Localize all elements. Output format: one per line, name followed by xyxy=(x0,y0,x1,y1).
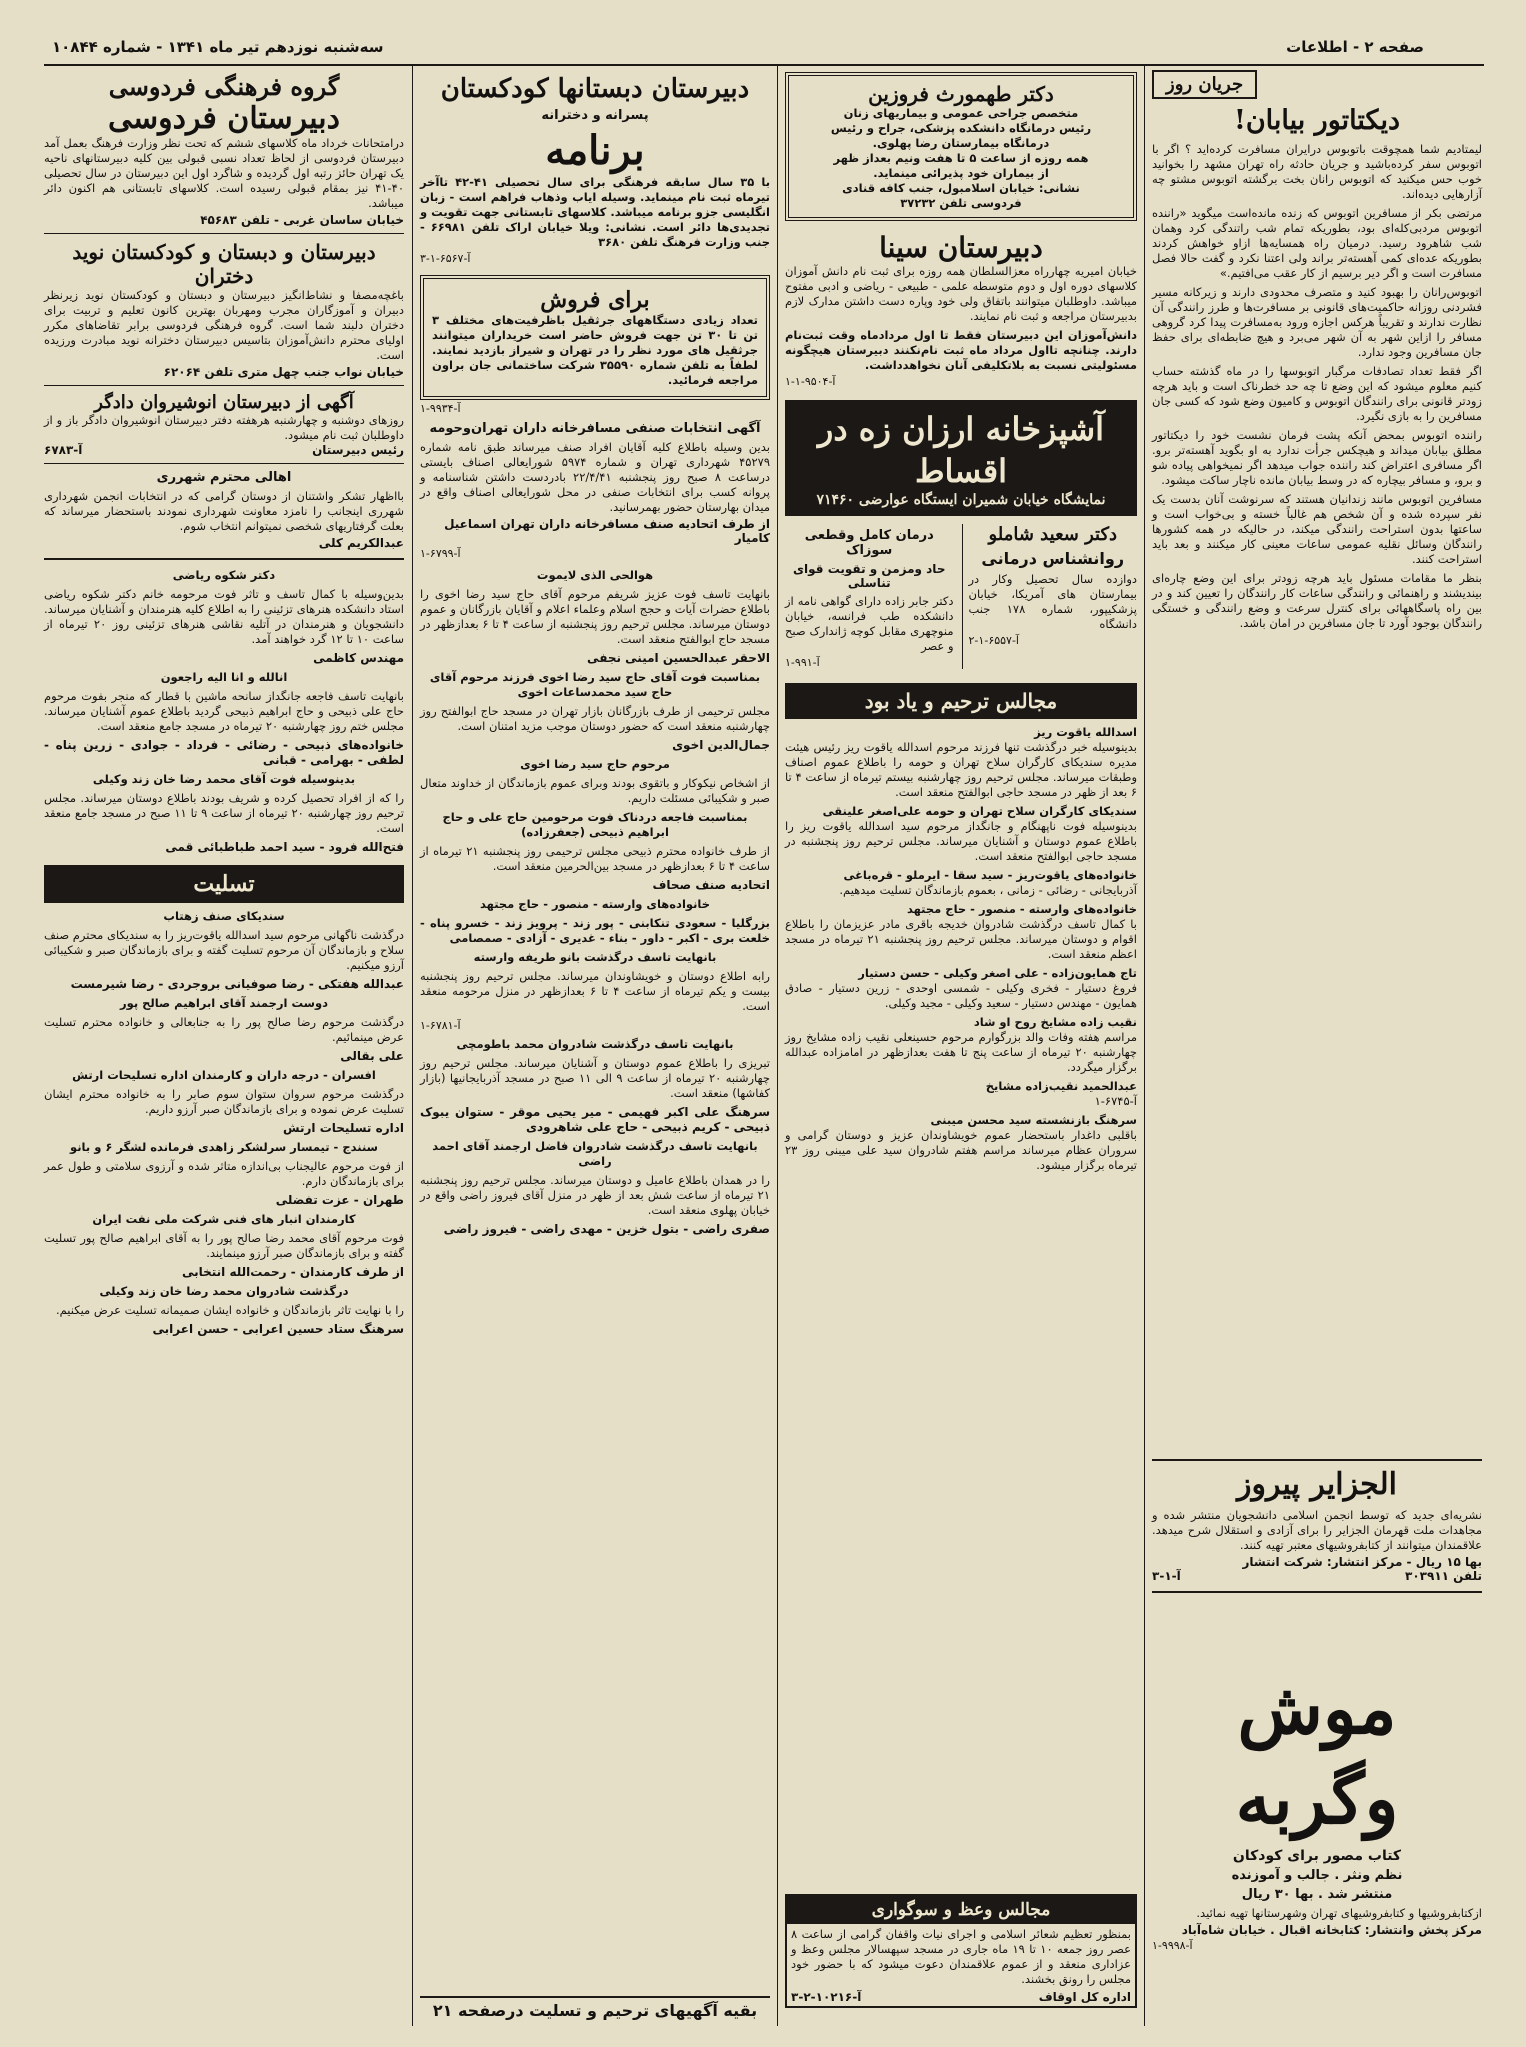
obituary-body: رابه اطلاع دوستان و خویشاوندان میرساند. مجلس ترحیم روز پنجشنبه بیست و یکم تیرماه از ساعت ۴ تا ۶ بعدازظهر در منزل مرحومه منعقد است. xyxy=(420,969,771,1013)
column-divider xyxy=(1144,66,1145,2026)
ad-line: متخصص جراحی عمومی و بیماریهای زنان xyxy=(843,106,1079,120)
ad-phone: تلفن ۳۰۳۹۱۱ xyxy=(1405,1569,1482,1583)
ad-subtitle: حاد ومزمن و تقویت قوای تناسلی xyxy=(793,562,946,590)
obituary-title: بانهایت تاسف درگذشت شادروان محمد باطومچی xyxy=(456,1037,734,1051)
ad-code: آ-۹۵۰۴-۱-۱ xyxy=(785,375,836,388)
notice-body: بدینوسیله خبر درگذشت تنها فرزند مرحوم اسدالله یاقوت ریز رئیس هیئت مدیره سندیکای کارگران سلاح تهران و حومه را باطلاع عموم اصناف وطبقات میرساند. مجلس ترحیم روز چهارشنبه بیستم تیرماه از ساعت ۴ تا ۶ بعد از ظهر در مسجد حاجی ابوالفتح منعقد است. xyxy=(785,740,1137,799)
obituary-signature: مهندس کاظمی xyxy=(313,651,404,665)
obituary-body: تبریزی را باطلاع عموم دوستان و آشنایان میرساند. مجلس ترحیم روز چهارشنبه ۲۰ تیرماه از ساعت ۹ الی ۱۱ صبح در مسجد آذربایجانیها (بازار کفاشها) منعقد است. xyxy=(420,1056,770,1100)
obituary-signature: فتح‌الله فرود - سید احمد طباطبائی قمی xyxy=(165,840,404,854)
ad-title: دبیرستان سینا xyxy=(879,231,1043,264)
ad-body: بدین وسیله باطلاع کلیه آقایان افراد صنف میرساند طبق نامه شماره ۴۵۲۷۹ شهرداری تهران و شماره ۵۹۷۴ شورایعالی اصناف بایستی درساعت ۸ صبح روز پنجشنبه ۲۲/۴/۴۱ بادردست داشتن شناسنامه و پروانه کسب برای انتخابات صنفی در محل شورایعالی اصناف واقع در میدان بهارستان حضور بهمرسانید. xyxy=(420,440,771,514)
ad-code: آ-۹۹۳۴-۱ xyxy=(420,402,461,415)
ad-sina-school xyxy=(785,231,1137,388)
book-title: موش وگربه xyxy=(1235,1667,1399,1840)
obituary-body: بانهایت تاسف فاجعه جانگداز سانحه ماشین با قطار که منجر بفوت مرحوم حاج علی ذبیحی و حاج ابراهیم ذبیحی گردید باطلاع عموم آشنایان میرساند. مجلس ختم روز چهارشنبه ۲۰ تیرماه در مسجد جامع منعقد است. xyxy=(44,689,404,733)
editorial-paragraph: مسافرین اتوبوس مانند زندانیان هستند که سرنوشت آنان بدست یک نفر سپرده شده و آن شخص هم غالباً خسته و بی‌خواب است و ساعتها بدون استراحت رانندگی میکند، در حالیکه در همه کشورها رانندگان وسائل نقلیه عمومی ساعات معینی کار میکنند و بعد باید استراحت کنند. xyxy=(1152,492,1482,566)
ad-signature: از طرف اتحادیه صنف مسافرخانه داران تهران اسماعیل کامیار xyxy=(444,517,770,545)
ad-title: دکتر سعید شاملو xyxy=(988,524,1118,545)
ad-address: خیابان نواب جنب چهل متری تلفن ۶۲۰۶۴ xyxy=(163,365,404,379)
ad-subtitle: پسرانه و دخترانه xyxy=(541,108,649,123)
condolence-signature: از طرف کارمندان - رحمت‌الله انتخابی xyxy=(181,1265,404,1279)
ad-book xyxy=(1152,1664,1482,1952)
ad-line: رئیس درمانگاه دانشکده پزشکی، جراح و رئیس xyxy=(830,121,1092,135)
condolence-title: کارمندان انبار های فنی شرکت ملی نفت ایران xyxy=(92,1212,356,1226)
notice-body: فروغ دستیار - فخری وکیلی - شمسی اوحدی - زرین دستیار - صادق همایون - مهندس دستیار - سعید وکیلی - مجید وکیلی. xyxy=(785,981,1137,1010)
ad-body: با ۳۵ سال سابقه فرهنگی برای سال تحصیلی ۴۱-۴۲ تاآخر تیرماه ثبت نام مینماید. وسیله ایاب وذهاب فراهم است - زبان انگلیسی جزو برنامه میباشد. کلاسهای تابستانی جهت تقویت و تجدیدی‌ها دائر است. نشانی: ویلا خیابان اراک تلفن ۶۶۹۸۱ - جنب وزارت فرهنگ تلفن ۳۶۸۰ xyxy=(420,175,771,249)
condolence-body: درگذشت مرحوم سروان ستوان سوم صابر را به خانواده محترم ایشان تسلیت عرض نموده و برای بازماندگان صبر آرزو داریم. xyxy=(44,1087,404,1116)
condolence-body: درگذشت ناگهانی مرحوم سید اسدالله یاقوت‌ریز را به سندیکای محترم صنف سلاح و بازماندگان آن مرحوم تسلیت گفته و برای بازماندگان صبر و شکیبائی آرزو میکنیم. xyxy=(44,928,404,972)
continued-note: بقیه آگهیهای ترحیم و تسلیت درصفحه ۲۱ xyxy=(420,1996,770,2020)
section-banner-condolence: تسلیت xyxy=(44,865,404,903)
condolence-signature: عبدالله هفتکی - رضا صوفیانی بروجردی - رضا شیرمست xyxy=(70,977,404,991)
ad-code: آ-۹۹۱-۱ xyxy=(785,656,820,669)
obituary-body: را در همدان باطلاع عامیل و دوستان میرساند. مجلس ترحیم روز پنجشنبه ۲۱ تیرماه از ساعت شش بعد از ظهر در منزل آقای فیروز راضی واقع در خیابان پهلوی منعقد است. xyxy=(420,1173,770,1217)
ad-title: دبیرستان و دبستان و کودکستان نوید دختران xyxy=(72,240,376,288)
obituary-title: دکتر شکوه ریاضی xyxy=(172,568,276,582)
memorial-notices xyxy=(785,725,1137,1173)
notice-title: تاج همایون‌زاده - علی اصغر وکیلی - حسن دستیار xyxy=(858,966,1137,980)
ad-title: دکتر طهمورث فروزین xyxy=(868,82,1054,106)
book-body: ازکتابفروشیها و کتابفروشیهای تهران وشهرستانها تهیه نمائید. xyxy=(1196,1906,1482,1920)
obituary-code: آ-۶۷۸۱-۱ xyxy=(420,1019,461,1032)
editorial-paragraph: لیمتادیم شما همچوقت باتوبوس درایران مسافرت کرده‌اید ؟ اگر با اتوبوس سفر کرده‌باشید و جریان حادثه راه تهران مشهد را بخوانید خوب حس میکنید که اتوبوس رانان بخت برگشته اتوبوس مشتو چه آزارهایی دیده‌اند. xyxy=(1152,142,1482,201)
ad-body: بااظهار تشکر واشتنان از دوستان گرامی که در انتخابات انجمن شهرداری شهرری اینجانب را نامزد معاونت شهرداری نمودند باستحضار میرساند که بعلت گرفتاریهای شخصی نمیتوانم انتخاب شوم. xyxy=(44,489,404,533)
obituary-list xyxy=(420,568,770,1237)
condolence-body: را با نهایت تاثر بازماندگان و خانواده ایشان صمیمانه تسلیت عرض میکنیم. xyxy=(55,1303,404,1317)
obituary-body: مجلس ترحیمی از طرف بازرگانان بازار تهران در مسجد حاج ابوالفتح روز چهارشنبه منعقد است که حضور دوستان موجب مزید امتنان است. xyxy=(420,704,770,733)
obituary-signature: سرهنگ علی اکبر فهیمی - میر یحیی موقر - ستوان یبوک ذبیحی - کریم ذبیحی - حاج علی شاهرودی xyxy=(420,1105,770,1134)
condolence-title: افسران - درجه داران و کارمندان اداره تسلیحات ارتش xyxy=(72,1068,376,1082)
ad-title: گروه فرهنگی فردوسی xyxy=(108,72,340,101)
column-ads-4 xyxy=(44,64,404,2024)
ad-signature: عبدالکریم کلی xyxy=(318,536,404,550)
page-number-label: صفحه ۲ - اطلاعات xyxy=(1286,38,1424,56)
obituary-body: بدین‌وسیله با کمال تاسف و تاثر فوت مرحومه خانم دکتر شکوه ریاضی استاد دانشکده هنرهای تزئینی را به اطلاع کلیه هنرمندان و آشنایان میرساند. دانشجویان و هنرمندان در آتلیه نقاشی هنرهای تزئینی روز ۲۰ تیرماه از ساعت ۱۰ تا ۱۲ گرد خواهند آمد. xyxy=(44,587,405,646)
notice-title: سرهنگ بازنشسته سید محسن میبنی xyxy=(930,1113,1137,1127)
obituary-body: بانهایت تاسف فوت عزیز شریفم مرحوم آقای حاج سید رضا اخوی را باطلاع حضرات آیات و حجج اسلام وعلماء اعلام و آقایان بازرگانان و عموم دوستان میرساند. مجلس ترحیم روز پنجشنبه از ساعت ۴ تا ۶ بعدازظهر در مسجد حاج ابوالفتح منعقد است. xyxy=(420,587,770,646)
obituary-title: خانواده‌های وارسته - منصور - حاج مجتهد xyxy=(479,897,711,911)
obituary-title: هوالحی الذی لایموت xyxy=(536,568,654,582)
issue-date-label: سه‌شنبه نوزدهم تیر ماه ۱۳۴۱ - شماره ۱۰۸۴۴ xyxy=(52,38,384,56)
ad-title: آگهی انتخابات صنفی مسافرخانه داران تهران‌وحومه xyxy=(429,421,761,436)
notice-title: سندیکای کارگران سلاح تهران و حومه علی‌اصغر علینقی xyxy=(822,804,1137,818)
sermon-box xyxy=(785,1894,1137,2008)
obituary-signature: خانواده‌های ذبیحی - رضائی - فرداد - جوادی - زرین پناه - لطفی - بهرامی - قبانی xyxy=(44,738,404,767)
condolence-title: درگذشت شادروان محمد رضا خان زند وکیلی xyxy=(99,1284,349,1298)
ad-signature: رئیس دبیرستان xyxy=(312,443,404,457)
editorial-paragraph: اگر فقط تعداد تصادفات مرگبار اتوبوسها را در ماه گذشته حساب کنیم معلوم میشود که این وضع تا چه حد خطرناک است و باید هرچه زودتر قانونی برای رانندگان اتوبوس و کامیون وضع شود که کسی جان مسافرین را به بازی نگیرد. xyxy=(1152,364,1482,423)
obituary-title: بمناسبت فوت آقای حاج سید رضا اخوی فرزند مرحوم آقای حاج سید محمدساعات اخوی xyxy=(429,670,761,699)
ad-body: باغچه‌مصفا و نشاط‌انگیز دبیرستان و دبستان و کودکستان نوید زیرنظر دبیران و آموزگاران مجرب ومهربان بهترین کانون تعلیم و تربیت برای دختران دلبند شما است. گروه فرهنگی فردوسی برابر تقاضاهای مکرر اولیای محترم دانش‌آموزان بتاسیس دبیرستان دخترانه نوید مبادرت ورزیده است. xyxy=(44,288,404,362)
obituary-title: بدینوسیله فوت آقای محمد رضا خان زند وکیلی xyxy=(92,772,356,786)
column-ads-3 xyxy=(420,64,770,2024)
ad-line: فردوسی تلفن ۳۷۲۳۲ xyxy=(900,196,1022,210)
ad-body: خیابان امیریه چهارراه معزالسلطان همه روزه برای ثبت نام دانش آموزان کلاسهای دوره اول و دوم متوسطه علمی - طبیعی - ریاضی و ادبی مفتوح میباشد. داوطلبان میتوانند باتفاق ولی خود وپاره دست داشتن مدارک لازم بدبیرستان مراجعه و ثبت نام نمایند. xyxy=(785,264,1137,323)
obituary-title: بانهایت تاسف درگذشت بانو طریفه وارسته xyxy=(473,950,717,964)
obituary-title: بانهایت تاسف درگذشت شادروان فاضل ارجمند آقای احمد راضی xyxy=(432,1139,758,1168)
editorial-body xyxy=(1152,142,1482,631)
ad-barnameh-school xyxy=(420,74,770,265)
ad-algeria xyxy=(1152,1459,1482,1593)
condolence-body: فوت مرحوم آقای محمد رضا صالح پور را به آقای ابراهیم صالح پور تسلیت گفته و برای بازماندگان صبر آرزو مینمایند. xyxy=(44,1231,404,1260)
sermon-signature: اداره کل اوقاف xyxy=(1038,1990,1131,2004)
editorial-title: دیکتاتور بیابان! xyxy=(1233,105,1401,136)
ad-elections xyxy=(420,421,770,560)
ad-subtitle: نمایشگاه خیابان شمیران ایستگاه عوارضی ۷۱۴۶۰ xyxy=(816,492,1106,508)
section-banner-memorial: مجالس ترحیم و یاد بود xyxy=(785,683,1137,719)
condolence-signature: سرهنگ ستاد حسین اعرابی - حسن اعرابی xyxy=(152,1322,404,1336)
ad-code: آ-۱-۳ xyxy=(1152,1569,1181,1583)
column-tag: جریان روز xyxy=(1152,70,1257,99)
ad-line: همه روزه از ساعت ۵ تا هفت ونیم بعداز ظهر xyxy=(833,151,1089,165)
obituary-signature: الاحقر عبدالحسین امینی نجفی xyxy=(587,651,770,665)
obituary-body: را که از افراد تحصیل کرده و شریف بودند باطلاع دوستان میرساند. مجلس ترحیم روز چهارشنبه ۲۰ تیرماه از ساعت ۹ تا ۱۱ صبح در مسجد جامع منعقد است. xyxy=(44,791,405,835)
condolence-signature: اداره تسلیحات ارتش xyxy=(283,1121,404,1135)
column-ads-2 xyxy=(785,64,1137,2024)
notice-body: آذربایجانی - رضائی - زمانی ، بعموم بازماندگان تسلیت میدهیم. xyxy=(839,883,1137,897)
obituary-title: بمناسبت فاجعه دردناک فوت مرحومین حاج علی و حاج ابراهیم ذبیحی (جعفرزاده) xyxy=(442,810,748,839)
editorial-paragraph: بنظر ما مقامات مسئول باید هرچه زودتر برای این وضع چاره‌ای بیندیشند و راهنمائی و رانندگی ساعات کار رانندگان را تعیین کند و در بین راه پاسگاههائی برای کنترل سرعت و وضع رانندگی و خستگی رانندگان بوجود آورد تا جان مسافرین در امان باشد. xyxy=(1152,571,1482,630)
ad-doctor-shamlou xyxy=(962,524,1138,669)
condolence-title: سندیکای صنف زهتاب xyxy=(163,909,285,923)
obituary-body: از طرف خانواده محترم ذبیحی مجلس ترحیمی روز پنجشنبه ۲۱ تیرماه از ساعت ۴ تا ۶ بعدازظهر در مسجد بین‌الحرمین منعقد است. xyxy=(420,844,771,873)
notice-body: با کمال تاسف درگذشت شادروان خدیجه باقری مادر عزیزمان را باطلاع اقوام و دوستان میرساند. مجلس ترحیم روز پنجشنبه ۲۱ تیرماه در مسجد اعظم منعقد است. xyxy=(785,917,1137,961)
ad-kitchen-banner xyxy=(785,400,1137,516)
ad-line: درمانگاه بیمارستان رضا پهلوی. xyxy=(872,136,1050,150)
ad-code: آ-۶۷۹۹-۱ xyxy=(420,547,461,560)
notice-title: خانواده‌های یاقوت‌ریز - سید سقا - ایرملو - قره‌باغی xyxy=(843,868,1137,882)
ad-subtitle: روانشناس درمانی xyxy=(981,549,1125,568)
book-center: مرکز پخش وانتشار: کتابخانه اقبال . خیابان شاه‌آباد xyxy=(1181,1923,1482,1937)
ad-line: از بیماران خود پذیرائی مینماید. xyxy=(873,166,1049,180)
obituary-list-4 xyxy=(44,568,404,855)
ad-title: اهالی محترم شهرری xyxy=(156,470,292,485)
column-editorial xyxy=(1152,64,1482,1952)
condolence-signature: طهران - عزت تفضلی xyxy=(275,1193,404,1207)
book-code: آ-۹۹۹۸-۱ xyxy=(1152,1939,1193,1952)
notice-title: عبدالحمید نقیب‌زاده مشایخ xyxy=(985,1079,1137,1093)
notice-title: اسدالله یاقوت ریز xyxy=(1034,725,1137,739)
ad-doctor-jaberzadeh xyxy=(785,524,954,669)
notice-body: مراسم هفته وفات والد بزرگوارم مرحوم حسینعلی نقیب زاده مشایخ روز چهارشنبه ۲۰ تیرماه از ساعت پنج تا هفت بعدازظهر در امامزاده عبدالله برگزار میگردد. xyxy=(785,1030,1138,1074)
ad-body: درامتحانات خرداد ماه کلاسهای ششم که تحت نظر وزارت فرهنگ بعمل آمد دبیرستان فردوسی از لحاظ تعداد نسبی قبولی بین کلیه دبیرستانهای ناحیه یک تهران حائز رتبه اول گردیده و شاگرد اول این دبیرستان در سال تحصیلی ۴۰-۴۱ نیز بمقام قبولی رسیده است. کلاسهای تابستانی هم اکنون دائر میباشد. xyxy=(44,136,404,210)
notice-title: خانواده‌های وارسته - منصور - حاج مجتهد xyxy=(906,902,1137,916)
condolence-signature: علی بقالی xyxy=(340,1049,404,1063)
ad-title: برای فروش xyxy=(540,287,650,313)
editorial-paragraph: اتوبوس‌رانان را بهبود کنید و متصرف محدودی دارند و زیرکانه مسیر فشردنی روزانه حاکمیت‌های قانونی بر مسافرت‌ها و طرز رانندگی آن نظارت ندارند و تقریباً هرکس اجازه ورود به‌مسافرت پیدا کرد گروهی مسافر را ازاین شهر به آن شهر می‌برد و هیچ ضابطه‌ای برای حفظ جان مسافرین وجود ندارد. xyxy=(1152,285,1482,359)
condolence-body: درگذشت مرحوم رضا صالح پور را به جنابعالی و خانواده محترم تسلیت عرض مینمائیم. xyxy=(44,1015,404,1044)
condolence-title: دوست ارجمند آقای ابراهیم صالح پور xyxy=(119,996,328,1010)
book-price: منتشر شد . بها ۳۰ ریال xyxy=(1241,1887,1393,1902)
obituary-signature: اتحادیه صنف صحاف xyxy=(652,878,770,892)
notice-body: بدینوسیله فوت ناپهنگام و جانگداز مرحوم سید اسدالله یاقوت ریز را باطلاع عموم دوستان و آشنایان میرساند. مجلس ترحیم روز پنجشنبه در مسجد حاجی ابوالفتح منعقد است. xyxy=(785,819,1137,863)
sermon-code: آ-۱۰۲۱۶-۲-۳ xyxy=(791,1990,862,2004)
ad-doctor-forouzin xyxy=(785,72,1137,221)
ad-title: درمان کامل وقطعی سوزاک xyxy=(804,528,934,558)
condolence-body: از فوت مرحوم عالیجناب بی‌اندازه متاثر شده و آرزوی سلامتی و طول عمر برای بازماندگان دارم. xyxy=(44,1159,404,1188)
ad-line: نشانی: خیابان اسلامبول، جنب کافه قنادی xyxy=(842,181,1080,195)
ad-name: برنامه xyxy=(545,127,645,174)
obituary-body: از اشخاص نیکوکار و باتقوی بودند وبرای عموم بازماندگان از خداوند متعال صبر و شکیبائی مسئلت داریم. xyxy=(420,776,770,805)
ad-price: بها ۱۵ ریال - مرکز انتشار: شرکت انتشار xyxy=(1242,1555,1482,1569)
page-header xyxy=(44,34,1484,60)
ad-body: دوازده سال تحصیل وکار در بیمارستان های آمریکا، خیابان پزشکیپور، شماره ۱۷۸ جنب دانشگاه xyxy=(968,572,1138,631)
ad-shahr-rey xyxy=(44,470,404,550)
editorial-paragraph: راننده اتوبوس بمحض آنکه پشت فرمان نشست خود را دیکتاتور مطلق بیابان میداند و هیچکس جرأت ندارد به او بگوید آهسته‌تر برو. اگر مسافری اعتراض کند راننده جواب میدهد اگر نمیخواهی پیاده شو و برو، و مسافر بیچاره که در وسط بیابان مانده ناچار ساکت میشود. xyxy=(1152,428,1482,487)
ad-body-bold: دانش‌آموزان این دبیرستان فقط تا اول مردادماه وقت ثبت‌نام دارند. چنانچه تااول مرداد ماه ثبت نام‌نکنند دبیرستان هیچگونه مسئولیتی نسبت به بلاتکلیفی آنان نخواهدداشت. xyxy=(785,328,1137,372)
book-subtitle: کتاب مصور برای کودکان xyxy=(1232,1848,1402,1864)
obituary-title: انالله و انا الیه راجعون xyxy=(160,670,288,684)
ad-body: نشریه‌ای جدید که توسط انجمن اسلامی دانشجویان منتشر شده و مجاهدات ملت قهرمان الجزایر را برای آزادی و استقلال شرح میدهد. علاقمندان میتوانند از کتابفروشیهای معتبر تهیه کنند. xyxy=(1152,1508,1482,1552)
ad-row-doctors xyxy=(785,524,1137,669)
ad-title: دبیرستان دبستانها کودکستان xyxy=(440,74,750,104)
ad-title: آشپزخانه ارزان زه در اقساط xyxy=(817,410,1105,490)
book-subtitle-2: نظم ونثر . جالب و آموزنده xyxy=(1231,1868,1403,1883)
notice-body: باقلبی داغدار باستحضار عموم خویشاوندان عزیز و دوستان گرامی و سروران عظام میرساند مراسم هفتم شادروان سید علی میبنی روز ۲۳ تیرماه برگزار میشود. xyxy=(785,1128,1137,1172)
notice-title: نقیب زاده مشایخ روح او شاد xyxy=(973,1015,1137,1029)
section-banner-sermon: مجالس وعظ و سوگواری xyxy=(787,1896,1135,1924)
notice-body: آ-۶۷۴۵-۱ xyxy=(1094,1094,1137,1108)
ad-crane-sale xyxy=(420,275,770,400)
ad-body: تعداد زیادی دستگاههای جرثقیل باظرفیت‌های مختلف ۳ تن تا ۳۰ تن جهت فروش حاضر است خریداران میتوانند جرثقیل های مورد نظر را در تهران و شیراز بازدید نمایند. لطفاً به تلفن شماره ۳۵۵۹۰ شرکت ساختمانی جان براون مراجعه فرمائید. xyxy=(432,313,758,387)
obituary-title: مرحوم حاج سید رضا اخوی xyxy=(520,757,670,771)
ad-navid-school xyxy=(44,240,404,379)
obituary-signature: صفری راضی - بتول خزین - مهدی راضی - فیروز راضی xyxy=(443,1222,770,1236)
ad-title: الجزایر پیروز xyxy=(1236,1467,1397,1502)
ad-code: آ-۶۷۸۳ xyxy=(44,443,83,457)
editorial-paragraph: مرتضی بکر از مسافرین اتوبوس که زنده مانده‌است میگوید «راننده اتوبوس مردبی‌کله‌ای بود، بطوریکه تمام شب راتندگی کرد وهمان شب شاهرود رسید. درمیان راه همسایه‌ها ازاو خواهش کردند بطوریکه عده‌ای کمی آهسته‌تر براند ولی اعتنا نکرد و گفت حالا فصل مسافرت است و اگر دیر برسیم از کار عقب می‌افتیم.» xyxy=(1152,206,1482,280)
column-divider xyxy=(777,66,778,2026)
column-divider xyxy=(412,66,413,2026)
obituary-body: بزرگلیا - سعودی تنکابنی - پور زند - پرویز زند - خسرو پناه - خلعت بری - اکبر - داور - بناء - غدیری - آزادی - صمصامی xyxy=(420,916,770,945)
ad-address: خیابان ساسان غربی - تلفن ۴۵۶۸۳ xyxy=(200,213,404,227)
condolence-title: سنندج - تیمسار سرلشکر زاهدی فرمانده لشگر ۶ و بانو xyxy=(70,1140,378,1154)
ad-title-2: دبیرستان فردوسی xyxy=(107,101,340,136)
ad-ferdowsi-school xyxy=(44,72,404,227)
ad-body: روزهای دوشنبه و چهارشنبه هرهفته دفتر دبیرستان انوشیروان دادگر باز و از داوطلبان ثبت نام میشود. xyxy=(44,413,404,442)
ad-body: دکتر جابر زاده دارای گواهی نامه از دانشکده طب فرانسه، خیابان منوچهری مقابل کوچه ژاندارک صبح و عصر xyxy=(785,594,954,653)
sermon-body: بمنظور تعظیم شعائر اسلامی و اجرای نیات واقفان گرامی از ساعت ۸ عصر روز جمعه ۱۰ تا ۱۹ ماه جاری در مسجد سپهسالار مجلس وعظ و عزاداری منعقد و از عموم علاقمندان دعوت میشود که با حضور خود مجلس را رونق بخشند. xyxy=(791,1927,1132,1986)
obituary-signature: جمال‌الدین اخوی xyxy=(672,738,770,752)
ad-title: آگهی از دبیرستان انوشیروان دادگر xyxy=(94,392,354,413)
ad-anoushirvan-school xyxy=(44,392,404,457)
ad-code: آ-۶۵۵۷-۱-۲ xyxy=(968,634,1019,647)
condolence-list xyxy=(44,909,404,1337)
ad-code: آ-۶۵۶۷-۱-۳ xyxy=(420,252,471,265)
